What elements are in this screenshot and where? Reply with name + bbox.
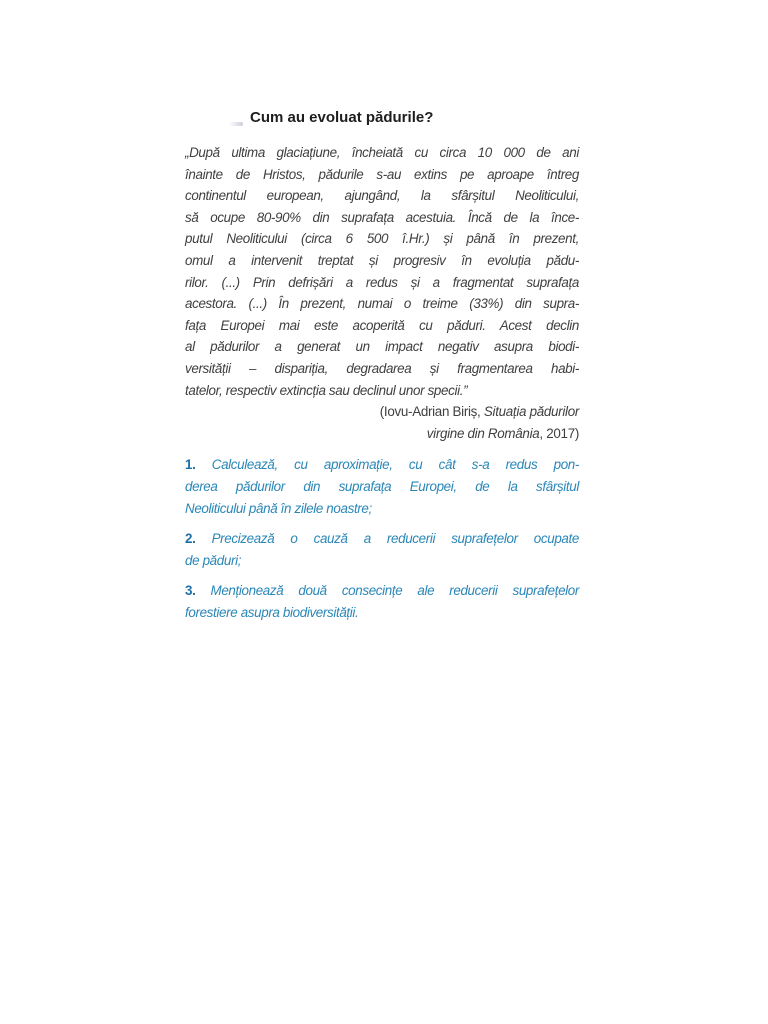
task-text: Precizează o cauză a reducerii suprafețelor ocupate — [211, 531, 580, 547]
task-line: forestiere asupra biodiversității. — [185, 604, 359, 620]
quote-line: să ocupe 80-90% din suprafața acestuia. Încă de la înce- — [185, 209, 579, 225]
task-item — [185, 528, 579, 571]
heading-bullet-icon — [229, 122, 243, 126]
task-text: Menționează două consecințe ale reducerii suprafețelor — [210, 583, 579, 599]
task-number: 2. — [185, 531, 196, 547]
task-number: 1. — [185, 457, 196, 473]
quote-line: omul a intervenit treptat și progresiv în evoluția pădu- — [185, 252, 579, 268]
source-title-part2: virgine din România — [426, 425, 540, 441]
task-number: 3. — [185, 583, 196, 599]
task-line: Neoliticului până în zilele noastre; — [185, 500, 372, 516]
quote-line: al pădurilor a generat un impact negativ asupra biodi- — [185, 339, 579, 355]
task-list — [185, 454, 579, 623]
quote-line: acestora. (...) În prezent, numai o treime (33%) din supra- — [185, 296, 579, 312]
source-line-2 — [185, 423, 579, 445]
task-line: derea pădurilor din suprafața Europei, de la sfârșitul — [185, 478, 579, 494]
quote-source — [185, 401, 579, 444]
quote-line: tatelor, respectiv extincția sau declinul unor specii.” — [185, 382, 468, 398]
quote-line: „După ultima glaciațiune, încheiată cu circa 10 000 de ani — [185, 145, 579, 160]
quote-line: rilor. (...) Prin defrișări a redus și a fragmentat suprafața — [185, 274, 579, 290]
quote-line: putul Neoliticului (circa 6 500 î.Hr.) și până în prezent, — [185, 231, 579, 247]
source-line-1 — [185, 401, 579, 423]
quote-line: înainte de Hristos, pădurile s-au extins pe aproape întreg — [185, 166, 579, 182]
section-heading — [185, 108, 579, 134]
quote-block — [185, 142, 579, 401]
section-title: Cum au evoluat pădurile? — [250, 109, 434, 126]
task-item — [185, 454, 579, 519]
task-line — [185, 580, 579, 602]
quote-line: fața Europei mai este acoperită cu păduri. Acest declin — [185, 317, 579, 333]
quote-line: versității – dispariția, degradarea și fragmentarea habi- — [185, 360, 579, 376]
task-line — [185, 454, 579, 476]
source-title-part1: Situația pădurilor — [483, 404, 579, 420]
task-item — [185, 580, 579, 623]
source-year: , 2017) — [539, 425, 579, 441]
task-text: Calculează, cu aproximație, cu cât s-a redus pon- — [211, 457, 580, 473]
task-line — [185, 528, 579, 550]
quote-line: continentul european, ajungând, la sfârșitul Neoliticului, — [185, 188, 579, 204]
source-author: (Iovu-Adrian Biriș, — [379, 404, 484, 420]
document-section — [185, 108, 579, 632]
task-line: de păduri; — [185, 552, 242, 568]
